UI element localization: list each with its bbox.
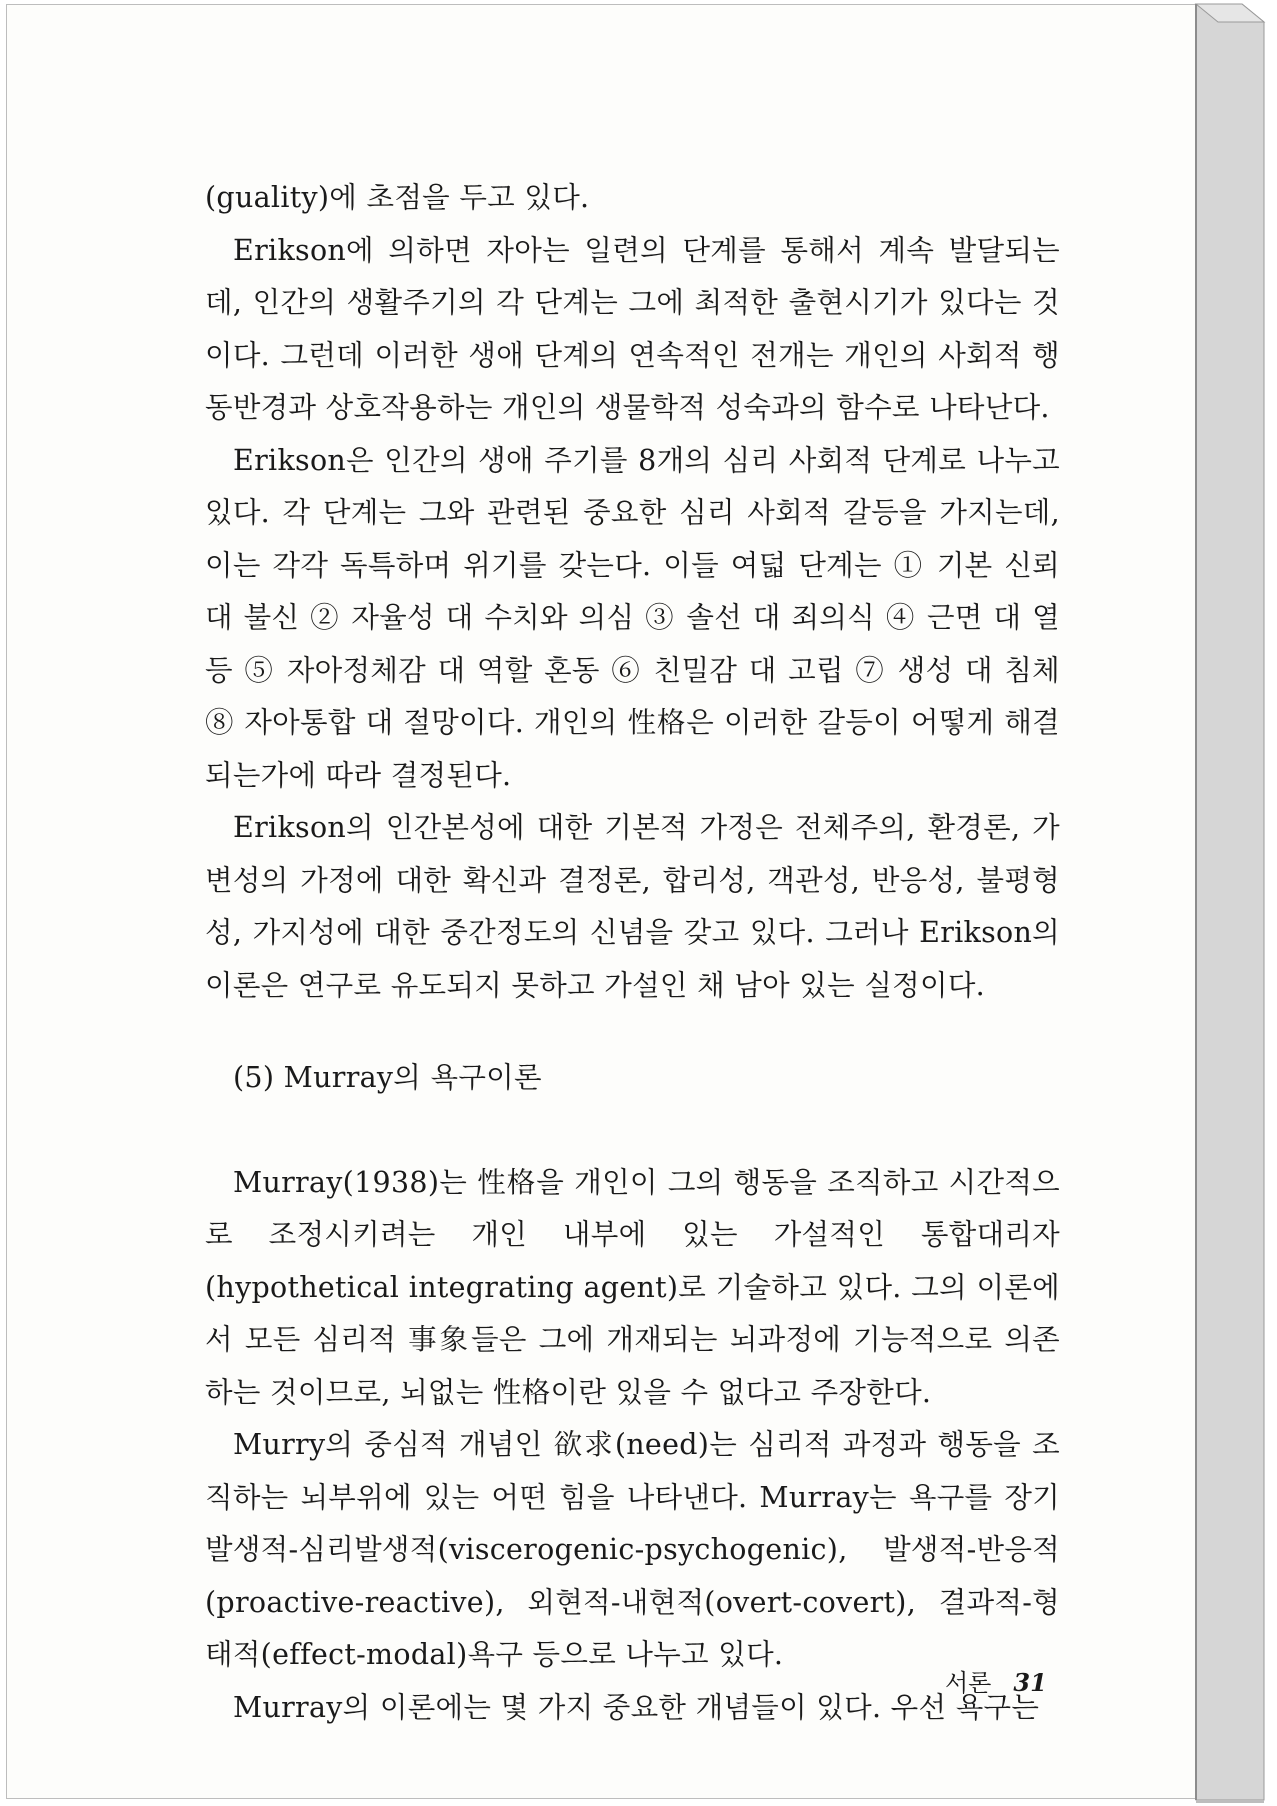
paragraph-4: Erikson의 인간본성에 대한 기본적 가정은 전체주의, 환경론, 가변성의 가정에 대한 확신과 결정론, 합리성, 객관성, 반응성, 불평형성, 가지성에 대한 중간정도의 신념을 갖고 있다. 그러나 Erikson의 이론은 연구로 유도되지 못하고 가설인 채 남아 있는 실정이다. — [205, 811, 1060, 1002]
running-head: 서론 — [945, 1669, 992, 1697]
body-text — [205, 172, 1060, 1734]
paragraph-2: Erikson에 의하면 자아는 일련의 단계를 통해서 계속 발달되는데, 인간의 생활주기의 각 단계는 그에 최적한 출현시기가 있다는 것이다. 그런데 이러한 생애 단계의 연속적인 전개는 개인의 사회적 행동반경과 상호작용하는 개인의 생물학적 성숙과의 함수로 나타난다. — [205, 233, 1060, 424]
page-footer — [945, 1663, 1047, 1698]
section-heading: (5) Murray의 욕구이론 — [233, 1061, 542, 1094]
paragraph-6: Murry의 중심적 개념인 欲求(need)는 심리적 과정과 행동을 조직하는 뇌부위에 있는 어떤 힘을 나타낸다. Murray는 욕구를 장기발생적-심리발생적(viscerogenic-psychogenic), 발생적-반응적(proactive-reactive), 외현적-내현적(overt-covert), 결과적-형태적(effect-modal)욕구 등으로 나누고 있다. — [205, 1428, 1060, 1671]
paragraph-7: Murray의 이론에는 몇 가지 중요한 개념들이 있다. 우선 욕구는 — [233, 1690, 1040, 1724]
page-number: 31 — [1013, 1668, 1047, 1697]
paragraph-1: (guality)에 초점을 두고 있다. — [205, 181, 590, 214]
paragraph-3: Erikson은 인간의 생애 주기를 8개의 심리 사회적 단계로 나누고 있다. 각 단계는 그와 관련된 중요한 심리 사회적 갈등을 가지는데, 이는 각각 독특하며 위기를 갖는다. 이들 여덟 단계는 ① 기본 신뢰 대 불신 ② 자율성 대 수치와 의심 ③ 솔선 대 죄의식 ④ 근면 대 열등 ⑤ 자아정체감 대 역할 혼동 ⑥ 친밀감 대 고립 ⑦ 생성 대 침체 ⑧ 자아통합 대 절망이다. 개인의 性格은 이러한 갈등이 어떻게 해결되는가에 따라 결정된다. — [205, 443, 1060, 792]
paragraph-5: Murray(1938)는 性格을 개인이 그의 행동을 조직하고 시간적으로 조정시키려는 개인 내부에 있는 가설적인 통합대리자(hypothetical integrating agent)로 기술하고 있다. 그의 이론에서 모든 심리적 事象들은 그에 개재되는 뇌과정에 기능적으로 의존하는 것이므로, 뇌없는 性格이란 있을 수 없다고 주장한다. — [205, 1165, 1060, 1409]
